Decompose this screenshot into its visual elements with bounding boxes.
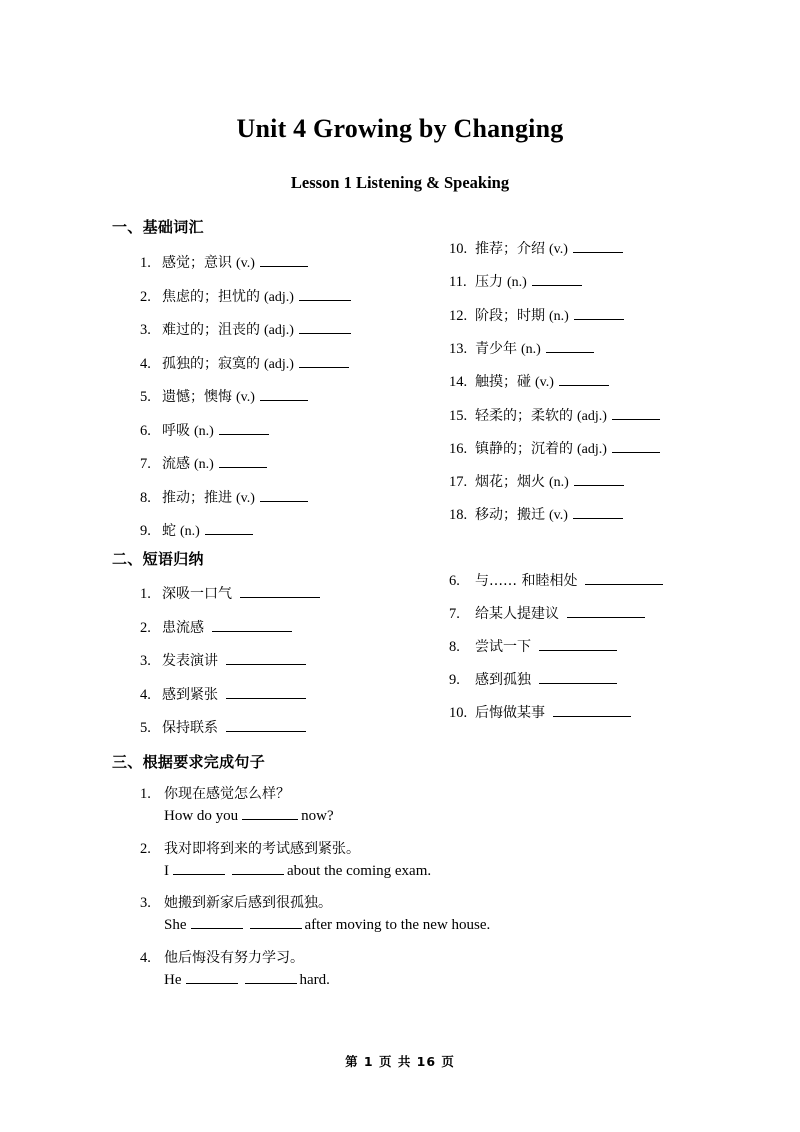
item-number: 18. <box>449 507 468 524</box>
vocabulary-item <box>449 438 660 458</box>
sentence-chinese: 她搬到新家后感到很孤独。 <box>164 895 332 911</box>
vocabulary-item <box>140 353 349 373</box>
part-of-speech: (n.) <box>549 475 569 491</box>
part-of-speech: (n.) <box>194 457 214 472</box>
item-chinese-text: 发表演讲 <box>162 653 218 669</box>
part-of-speech: (n.) <box>521 341 541 357</box>
answer-blank[interactable] <box>186 970 238 984</box>
vocabulary-item <box>140 520 253 540</box>
phrase-item <box>449 669 617 689</box>
vocabulary-item <box>449 504 623 524</box>
page-footer: 第 1 页 共 16 页 <box>345 1054 455 1069</box>
item-number: 16. <box>449 440 468 457</box>
sentence-english-after: now? <box>301 808 334 824</box>
item-chinese-text: 呼吸 <box>162 422 190 439</box>
item-number: 3. <box>140 653 151 669</box>
item-number: 10. <box>449 705 468 721</box>
item-number: 1. <box>140 786 151 802</box>
part-of-speech: (adj.) <box>264 323 294 338</box>
item-chinese-text: 感到紧张 <box>162 686 218 703</box>
sentence-english-before: He <box>164 971 182 988</box>
item-chinese-text: 尝试一下 <box>475 639 531 655</box>
answer-blank[interactable] <box>573 505 623 519</box>
answer-blank[interactable] <box>191 915 243 929</box>
vocabulary-item <box>140 386 308 406</box>
answer-blank[interactable] <box>299 320 351 334</box>
item-number: 17. <box>449 474 468 491</box>
answer-blank[interactable] <box>226 685 306 699</box>
sentence-english-after: hard. <box>299 971 330 988</box>
item-number: 6. <box>140 422 151 439</box>
sentence-item <box>140 947 330 989</box>
answer-blank[interactable] <box>299 354 349 368</box>
item-chinese-text: 焦虑的；担忧的 <box>162 288 260 305</box>
sentence-item <box>140 783 334 825</box>
sentence-english-before: I <box>164 862 169 879</box>
item-chinese-text: 保持联系 <box>162 720 218 736</box>
item-chinese-text: 深吸一口气 <box>162 586 232 602</box>
part-of-speech: (v.) <box>535 375 554 391</box>
item-chinese-text: 后悔做某事 <box>475 705 545 721</box>
item-number: 4. <box>140 355 151 372</box>
sentence-english-before: How do you <box>164 808 239 824</box>
item-chinese-text: 遗憾；懊悔 <box>162 389 232 405</box>
vocabulary-item <box>140 487 308 507</box>
page-subtitle: Lesson 1 Listening & Speaking <box>290 173 510 192</box>
part-of-speech: (n.) <box>180 524 200 539</box>
sentence-english <box>164 970 330 989</box>
part-of-speech: (adj.) <box>264 289 294 305</box>
answer-blank[interactable] <box>612 406 660 420</box>
item-number: 9. <box>449 672 460 688</box>
item-number: 4. <box>140 949 151 966</box>
section-heading-phrases: 二、短语归纳 <box>112 550 204 568</box>
item-number: 7. <box>449 606 460 622</box>
part-of-speech: (v.) <box>549 242 568 257</box>
item-chinese-text: 流感 <box>162 456 190 472</box>
vocabulary-item <box>449 238 623 258</box>
item-number: 8. <box>449 639 460 655</box>
vocabulary-item <box>140 319 351 339</box>
sentence-chinese: 我对即将到来的考试感到紧张。 <box>164 840 360 857</box>
phrase-item <box>449 702 631 722</box>
answer-blank[interactable] <box>539 670 617 684</box>
item-chinese-text: 触摸；碰 <box>475 374 531 391</box>
part-of-speech: (v.) <box>549 508 568 524</box>
answer-blank[interactable] <box>173 861 225 875</box>
item-number: 13. <box>449 340 468 357</box>
answer-blank[interactable] <box>226 651 306 665</box>
vocabulary-item <box>449 271 582 291</box>
sentence-item <box>140 892 490 934</box>
vocabulary-item <box>449 405 660 425</box>
phrase-item <box>140 583 320 603</box>
item-chinese-text: 感到孤独 <box>475 672 531 688</box>
section-heading-vocabulary: 一、基础词汇 <box>112 218 204 236</box>
item-number: 2. <box>140 840 151 857</box>
sentence-english-before: She <box>164 917 187 933</box>
answer-blank[interactable] <box>260 387 308 401</box>
part-of-speech: (adj.) <box>264 356 294 372</box>
answer-blank[interactable] <box>242 806 298 820</box>
answer-blank[interactable] <box>546 339 594 353</box>
item-chinese-text: 推动；推进 <box>162 489 232 506</box>
answer-blank[interactable] <box>240 584 320 598</box>
item-number: 5. <box>140 389 151 405</box>
vocabulary-item <box>449 371 609 391</box>
item-number: 7. <box>140 456 151 472</box>
item-number: 12. <box>449 307 468 324</box>
answer-blank[interactable] <box>299 287 351 301</box>
item-chinese-text: 孤独的；寂寞的 <box>162 355 260 372</box>
section-heading-sentences: 三、根据要求完成句子 <box>112 753 266 771</box>
sentence-english <box>164 915 490 934</box>
answer-blank[interactable] <box>219 421 269 435</box>
item-number: 9. <box>140 523 151 539</box>
sentence-item <box>140 838 431 880</box>
sentence-english <box>164 861 431 880</box>
answer-blank[interactable] <box>539 637 617 651</box>
vocabulary-item <box>140 420 269 440</box>
item-chinese-text: 阶段；时期 <box>475 307 545 324</box>
item-chinese-text: 青少年 <box>475 340 517 357</box>
answer-blank[interactable] <box>573 239 623 253</box>
part-of-speech: (adj.) <box>577 408 607 424</box>
item-number: 1. <box>140 255 151 271</box>
vocabulary-item <box>140 252 308 272</box>
item-number: 14. <box>449 374 468 391</box>
item-chinese-text: 镇静的；沉着的 <box>475 440 573 457</box>
part-of-speech: (adj.) <box>577 441 607 457</box>
phrase-item <box>449 603 645 623</box>
phrase-item <box>140 650 306 670</box>
answer-blank[interactable] <box>205 521 253 535</box>
answer-blank[interactable] <box>245 970 297 984</box>
part-of-speech: (v.) <box>236 490 255 506</box>
answer-blank[interactable] <box>559 372 609 386</box>
item-number: 3. <box>140 895 151 911</box>
phrase-item <box>140 617 292 637</box>
sentence-english-after: after moving to the new house. <box>304 917 491 933</box>
item-chinese-text: 推荐；介绍 <box>475 241 545 257</box>
part-of-speech: (n.) <box>549 308 569 324</box>
item-number: 4. <box>140 686 151 703</box>
answer-blank[interactable] <box>260 253 308 267</box>
answer-blank[interactable] <box>553 703 631 717</box>
answer-blank[interactable] <box>250 915 302 929</box>
item-chinese-text: 感觉；意识 <box>162 255 232 271</box>
answer-blank[interactable] <box>574 306 624 320</box>
item-chinese-text: 压力 <box>475 274 503 291</box>
sentence-english-after: about the coming exam. <box>287 862 432 879</box>
sentence-chinese: 他后悔没有努力学习。 <box>164 949 304 966</box>
answer-blank[interactable] <box>612 439 660 453</box>
answer-blank[interactable] <box>232 861 284 875</box>
item-chinese-text: 烟花；烟火 <box>475 474 545 491</box>
item-number: 2. <box>140 619 151 636</box>
phrase-item <box>140 717 306 737</box>
item-chinese-text: 难过的；沮丧的 <box>162 322 260 338</box>
item-number: 15. <box>449 407 468 424</box>
part-of-speech: (n.) <box>194 423 214 439</box>
phrase-item <box>140 684 306 704</box>
vocabulary-item <box>449 471 624 491</box>
item-chinese-text: 蛇 <box>162 523 176 539</box>
item-chinese-text: 轻柔的；柔软的 <box>475 407 573 424</box>
item-number: 6. <box>449 573 460 589</box>
vocabulary-item <box>449 338 594 358</box>
vocabulary-item <box>449 305 624 325</box>
answer-blank[interactable] <box>532 272 582 286</box>
item-chinese-text: 给某人提建议 <box>475 606 559 622</box>
item-number: 10. <box>449 241 468 257</box>
item-chinese-text: 与…… 和睦相处 <box>475 573 578 589</box>
part-of-speech: (v.) <box>236 256 255 271</box>
answer-blank[interactable] <box>260 488 308 502</box>
vocabulary-item <box>140 453 267 473</box>
answer-blank[interactable] <box>567 604 645 618</box>
sentence-english <box>164 806 334 825</box>
phrase-item <box>449 570 663 590</box>
page-title: Unit 4 Growing by Changing <box>236 114 564 143</box>
item-number: 1. <box>140 586 151 602</box>
part-of-speech: (n.) <box>507 275 527 291</box>
item-number: 5. <box>140 720 151 736</box>
answer-blank[interactable] <box>212 618 292 632</box>
item-number: 3. <box>140 322 151 338</box>
answer-blank[interactable] <box>585 571 663 585</box>
item-chinese-text: 移动；搬迁 <box>475 507 545 524</box>
vocabulary-item <box>140 286 351 306</box>
phrase-item <box>449 636 617 656</box>
answer-blank[interactable] <box>226 718 306 732</box>
item-number: 2. <box>140 288 151 305</box>
part-of-speech: (v.) <box>236 390 255 405</box>
item-number: 11. <box>449 274 467 291</box>
item-number: 8. <box>140 489 151 506</box>
answer-blank[interactable] <box>219 454 267 468</box>
item-chinese-text: 患流感 <box>162 619 204 636</box>
sentence-chinese: 你现在感觉怎么样？ <box>164 786 290 802</box>
answer-blank[interactable] <box>574 472 624 486</box>
